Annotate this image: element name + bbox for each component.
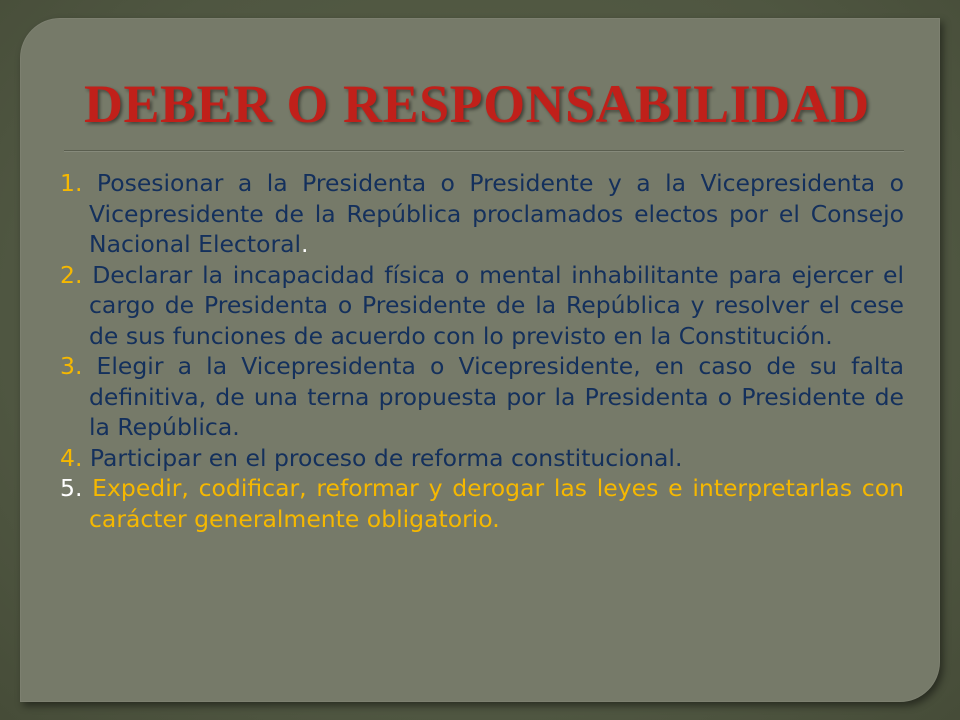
item-text: Participar en el proceso de reforma constitucional. xyxy=(82,443,683,472)
item-number: 3. xyxy=(60,352,83,380)
item-end-mark: . xyxy=(301,230,309,258)
item-number: 4. xyxy=(60,443,83,472)
list-item-5 xyxy=(60,473,904,534)
list-item-1 xyxy=(60,168,904,260)
slide-title: DEBER O RESPONSABILIDAD xyxy=(84,74,870,134)
item-text: Expedir, codificar, reformar y derogar las leyes e interpretarlas con carácter generalmente obligatorio. xyxy=(82,474,904,533)
item-number: 5. xyxy=(60,474,83,502)
item-text: Elegir a la Vicepresidenta o Vicepresidente, en caso de su falta definitiva, de una terna propuesta por la Presidenta o Presidente de la República. xyxy=(82,352,904,441)
list-item-4 xyxy=(60,443,904,474)
item-list xyxy=(60,168,904,534)
list-item-3 xyxy=(60,351,904,443)
item-text: Declarar la incapacidad física o mental inhabilitante para ejercer el cargo de Presidenta o Presidente de la República y resolver el cese de sus funciones de acuerdo con lo previsto en la Constitución. xyxy=(82,260,904,350)
list-item-2 xyxy=(60,260,904,352)
item-number: 1. xyxy=(60,169,83,197)
title-divider xyxy=(64,150,904,151)
item-number: 2. xyxy=(60,260,83,289)
item-text: Posesionar a la Presidenta o Presidente y a la Vicepresidenta o Vicepresidente de la República proclamados electos por el Consejo Nacional Electoral xyxy=(82,169,904,258)
